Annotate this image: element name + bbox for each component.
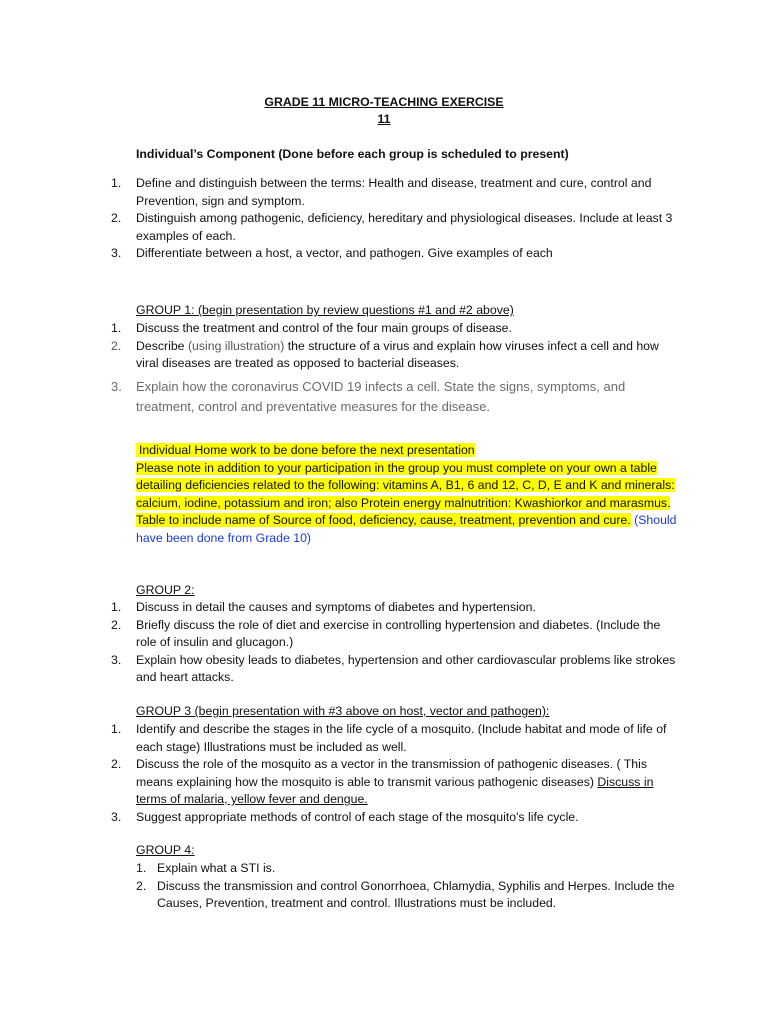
list-item: 1. Identify and describe the stages in the life cycle of a mosquito. (Include habitat and mode of life of each stage) Illustrations must be included as well. — [111, 722, 667, 754]
homework-block — [136, 442, 681, 547]
individual-heading: Individual’s Component (Done before each group is scheduled to present) — [136, 147, 569, 161]
list-item: 1. Discuss in detail the causes and symptoms of diabetes and hypertension. — [111, 600, 536, 614]
group4-heading: GROUP 4: — [136, 843, 195, 857]
group3-list — [0, 721, 768, 826]
list-item: 1. Explain what a STI is. — [136, 861, 276, 875]
homework-body: Please note in addition to your participation in the group you must complete on your own a table detailing deficiencies related to the following: vitamins A, B1, 6 and 12, C, D, E and K and minerals: calcium, iodine, potassium and iron; also Protein energy malnutrition: Kwashiorkor and marasmus. Table to include name of Source of food, deficiency, cause, treatment, prevention and cure. (Should have been done from Grade 10) — [136, 460, 677, 545]
list-item: 3. Explain how obesity leads to diabetes, hypertension and other cardiovascular problems like strokes and heart attacks. — [111, 652, 676, 684]
group4-list — [0, 860, 768, 913]
group3-heading: GROUP 3 (begin presentation with #3 above on host, vector and pathogen): — [136, 704, 550, 718]
homework-title: Individual Home work to be done before the next presentation — [136, 442, 681, 460]
list-item: 2. Distinguish among pathogenic, deficiency, hereditary and physiological diseases. Include at least 3 examples of each. — [111, 211, 673, 243]
list-item: 2. Describe (using illustration) the structure of a virus and explain how viruses infect a cell and how viral diseases are treated as opposed to bacterial diseases. — [111, 338, 659, 370]
list-item: 2. Discuss the role of the mosquito as a vector in the transmission of pathogenic diseases. ( This means explaining how the mosquito is able to transmit various pathogenic diseases) Discuss in terms of malaria, yellow fever and dengue. — [111, 757, 654, 806]
group1-list — [0, 320, 768, 417]
homework-note: (Should have been done from Grade 10) — [136, 513, 677, 545]
group2-list — [0, 599, 768, 687]
list-item: 1. Define and distinguish between the terms: Health and disease, treatment and cure, control and Prevention, sign and symptom. — [111, 176, 652, 208]
document-number: 11 — [377, 112, 391, 126]
document-title: GRADE 11 MICRO-TEACHING EXERCISE — [264, 95, 504, 109]
individual-list — [0, 175, 768, 263]
list-item: 1. Discuss the treatment and control of the four main groups of disease. — [111, 321, 512, 335]
group1-heading: GROUP 1: (begin presentation by review questions #1 and #2 above) — [136, 303, 514, 317]
group2-heading: GROUP 2: — [136, 583, 195, 597]
list-item: 3. Differentiate between a host, a vector, and pathogen. Give examples of each — [111, 246, 553, 260]
list-item: 3. Suggest appropriate methods of control of each stage of the mosquito's life cycle. — [111, 809, 579, 824]
list-item: 2. Discuss the transmission and control Gonorrhoea, Chlamydia, Syphilis and Herpes. Include the Causes, Prevention, treatment and control. Illustrations must be included. — [136, 878, 675, 910]
list-item: 3. Explain how the coronavirus COVID 19 infects a cell. State the signs, symptoms, and treatment, control and preventative measures for the disease. — [111, 378, 626, 414]
list-item: 2. Briefly discuss the role of diet and exercise in controlling hypertension and diabetes. (Include the role of insulin and glucagon.) — [111, 617, 661, 649]
